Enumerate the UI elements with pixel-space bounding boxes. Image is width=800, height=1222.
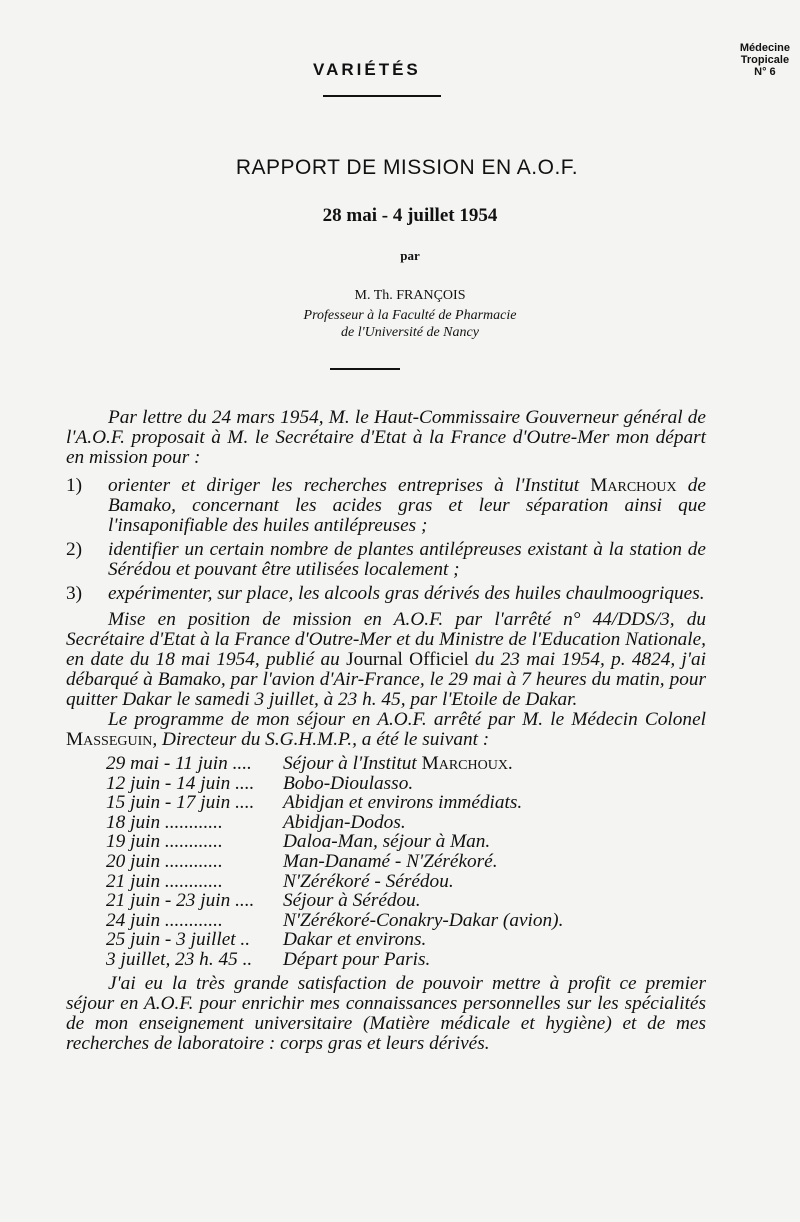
mission-text-end: du 23 mai 1954, p. 4824, j'ai débarqué à Bamako, par l'avion d'Air-France, le 29 mai à 7 heures du matin, pour quitter Dakar le samedi 3 juillet, à 23 h. 45, par l'Etoile de Dakar. xyxy=(66,649,707,710)
divider-top xyxy=(323,95,441,97)
task-item xyxy=(66,476,706,536)
schedule-place: Départ pour Paris. xyxy=(283,948,431,970)
schedule-date: 20 juin ............ xyxy=(106,851,223,872)
journal-label xyxy=(740,42,790,78)
programme-text-end: , Directeur du S.G.H.M.P., a été le suivant : xyxy=(152,729,490,750)
mission-dates: 28 mai - 4 juillet 1954 xyxy=(322,205,498,226)
schedule-date: 29 mai - 11 juin .... xyxy=(106,754,252,774)
mission-paragraph xyxy=(66,610,706,710)
schedule-date: 19 juin ............ xyxy=(106,832,223,852)
affiliation-line1: Professeur à la Faculté de Pharmacie xyxy=(303,308,517,323)
task-item xyxy=(66,584,706,604)
schedule-row xyxy=(66,891,706,911)
section-heading: VARIÉTÉS xyxy=(313,60,421,79)
programme-text: Le programme de mon séjour en A.O.F. arrêté par M. le Médecin Colonel xyxy=(108,709,706,730)
schedule-row xyxy=(66,950,706,970)
schedule-date: 12 juin - 14 juin .... xyxy=(106,773,255,794)
task-text: orienter et diriger les recherches entreprises à l'Institut xyxy=(108,475,591,496)
schedule-date: 24 juin ............ xyxy=(106,910,223,931)
task-name-smallcaps: Marchoux xyxy=(590,475,677,496)
schedule-place-smallcaps: Marchoux. xyxy=(421,753,513,774)
schedule-row xyxy=(66,872,706,892)
schedule-row xyxy=(66,774,706,794)
schedule-place: Daloa-Man, séjour à Man. xyxy=(283,831,491,853)
task-number: 2) xyxy=(66,539,83,560)
intro-paragraph: Par lettre du 24 mars 1954, M. le Haut-Commissaire Gouverneur général de l'A.O.F. proposait à M. le Secrétaire d'Etat à la France d'Outre-Mer mon départ en mission pour : xyxy=(66,407,706,468)
schedule-place: Séjour à Sérédou. xyxy=(283,890,421,912)
article-body xyxy=(66,408,706,1054)
schedule-place: N'Zérékoré - Sérédou. xyxy=(283,870,454,892)
task-number: 1) xyxy=(66,475,83,496)
schedule-place: Man-Danamé - N'Zérékoré. xyxy=(283,850,498,872)
schedule-row xyxy=(66,754,706,774)
schedule-row xyxy=(66,813,706,833)
schedule-place-text: Séjour à l'Institut xyxy=(283,753,422,774)
journal-name-line2: Tropicale xyxy=(740,54,790,66)
schedule-place: Dakar et environs. xyxy=(283,929,427,951)
schedule-date: 15 juin - 17 juin .... xyxy=(106,793,255,813)
affiliation-line2: de l'Université de Nancy xyxy=(341,325,479,340)
programme-paragraph xyxy=(66,710,706,750)
schedule-row xyxy=(66,832,706,852)
schedule-row xyxy=(66,911,706,931)
schedule-row xyxy=(66,793,706,813)
schedule-place: Bobo-Dioulasso. xyxy=(283,772,414,794)
schedule-place xyxy=(283,754,706,774)
schedule-date: 3 juillet, 23 h. 45 .. xyxy=(106,949,253,970)
task-item xyxy=(66,540,706,580)
byline-par: par xyxy=(400,248,420,263)
task-text-end: de Bamako, concernant les acides gras et leur séparation ainsi que l'insaponifiable des huiles antilépreuses ; xyxy=(108,475,706,536)
schedule-table xyxy=(66,754,706,970)
author-name: M. Th. FRANÇOIS xyxy=(354,288,466,303)
task-text: expérimenter, sur place, les alcools gras dérivés des huiles chaulmoogriques. xyxy=(108,583,705,604)
journal-officiel-text: Journal Officiel xyxy=(346,649,469,670)
task-text: identifier un certain nombre de plantes antilépreuses existant à la station de Sérédou et pouvant être utilisées localement ; xyxy=(108,539,706,580)
schedule-place: Abidjan et environs immédiats. xyxy=(283,792,523,814)
task-number: 3) xyxy=(66,583,83,604)
schedule-date: 18 juin ............ xyxy=(106,812,223,833)
mission-text: Mise en position de mission en A.O.F. par l'arrêté n° 44/DDS/3, du Secrétaire d'Etat à la France d'Outre-Mer et du Ministre de l'Education Nationale, en date du 18 mai 1954, publié au xyxy=(66,609,706,670)
schedule-row xyxy=(66,930,706,950)
page-title: RAPPORT DE MISSION EN A.O.F. xyxy=(235,156,579,179)
journal-name-line1: Médecine xyxy=(739,42,790,54)
schedule-date: 25 juin - 3 juillet .. xyxy=(106,930,251,950)
schedule-place: N'Zérékoré-Conakry-Dakar (avion). xyxy=(283,909,564,931)
schedule-date: 21 juin ............ xyxy=(106,871,223,892)
task-list xyxy=(66,476,706,604)
divider-middle xyxy=(330,368,400,370)
author-affiliation xyxy=(0,307,800,341)
schedule-row xyxy=(66,852,706,872)
schedule-date: 21 juin - 23 juin .... xyxy=(106,891,255,911)
colonel-name: Masseguin xyxy=(66,729,153,750)
schedule-place: Abidjan-Dodos. xyxy=(283,811,406,833)
journal-issue: N° 6 xyxy=(754,66,776,78)
conclusion-paragraph: J'ai eu la très grande satisfaction de pouvoir mettre à profit ce premier séjour en A.O.F. pour enrichir mes connaissances personnelles sur les spécialités de mon enseignement universitaire (Matière médicale et hygiène) et de mes recherches de laboratoire : corps gras et leurs dérivés. xyxy=(66,972,706,1054)
